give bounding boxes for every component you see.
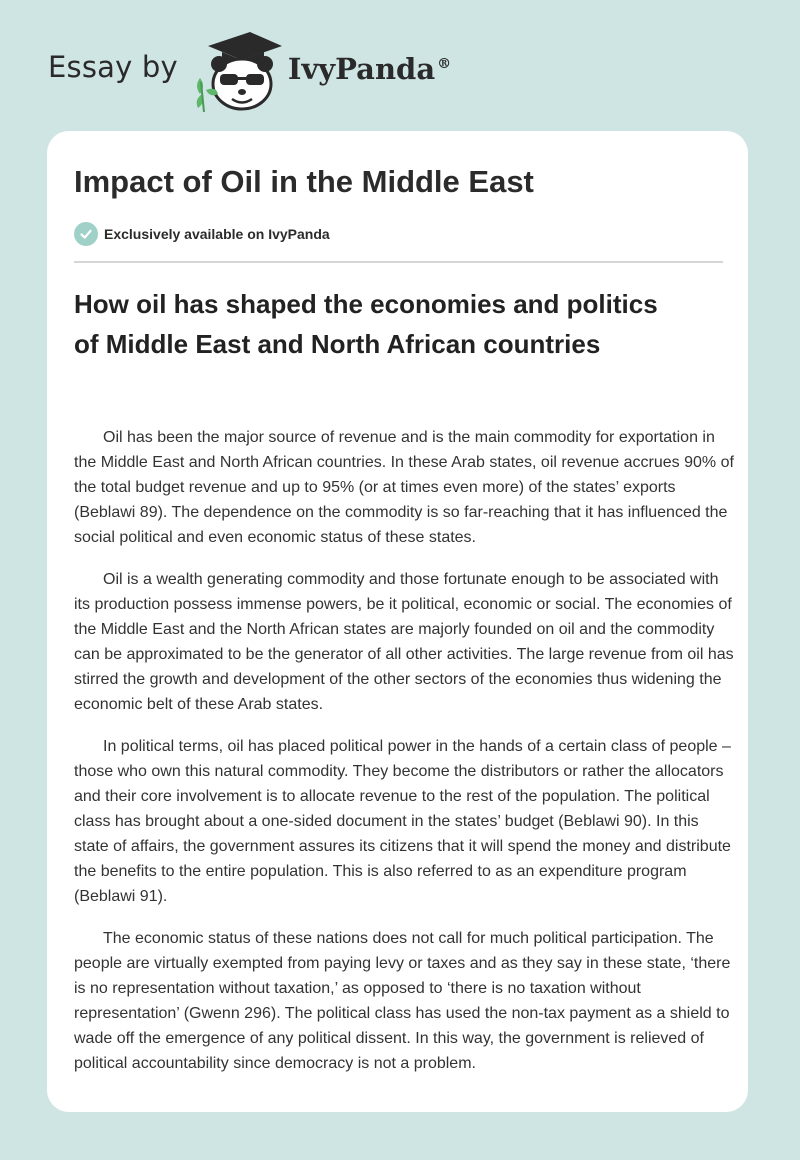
exclusive-badge	[74, 222, 330, 246]
registered-mark: ®	[437, 56, 452, 73]
paragraph: In political terms, oil has placed political power in the hands of a certain class of people – those who own this natural commodity. They become the distributors or rather the allocators and their core involvement is to allocate revenue to the rest of the population. The political class has brought about a one-sided document in the states’ budget (Beblawi 90). In this state of affairs, the government assures its citizens that it will spend the money and distribute the benefits to the entire population. This is also referred to as an expenditure program (Beblawi 91).	[74, 738, 731, 905]
panda-logo-icon[interactable]	[192, 28, 284, 112]
check-icon	[74, 222, 98, 246]
page-title: Impact of Oil in the Middle East	[74, 164, 534, 199]
divider	[74, 261, 723, 263]
paragraph: Oil has been the major source of revenue and is the main commodity for exportation in the Middle East and North African countries. In these Arab states, oil revenue accrues 90% of the total budget revenue and up to 95% (or at times even more) of the states’ exports (Beblawi 89). The dependence on the commodity is so far-reaching that it has influenced the social political and even economic status of these states.	[74, 429, 734, 546]
section-heading: How oil has shaped the economies and politics of Middle East and North African countries	[74, 289, 658, 359]
paragraph: Oil is a wealth generating commodity and those fortunate enough to be associated with its production possess immense powers, be it political, economic or social. The economies of the Middle East and the North African states are majorly founded on oil and the commodity can be approximated to be the generator of all other activities. The large revenue from oil has stirred the growth and development of the other sectors of the economies thus widening the economic belt of these Arab states.	[74, 571, 734, 713]
article-card	[47, 131, 748, 1112]
exclusive-label: Exclusively available on IvyPanda	[104, 226, 330, 242]
site-header	[48, 28, 451, 112]
brand-name[interactable]: IvyPanda ®	[287, 52, 452, 86]
paragraph: The economic status of these nations does not call for much political participation. The people are virtually exempted from paying levy or taxes and as they say in these state, ‘there is no representation without taxation,’ as opposed to ‘there is no taxation without representation’ (Gwenn 296). The political class has used the non-tax payment as a shield to wade off the emergence of any political dissent. In this way, the government is relieved of political accountability since democracy is not a problem.	[74, 930, 731, 1072]
article-body	[74, 425, 734, 1093]
essay-by-label: Essay by	[48, 50, 178, 84]
